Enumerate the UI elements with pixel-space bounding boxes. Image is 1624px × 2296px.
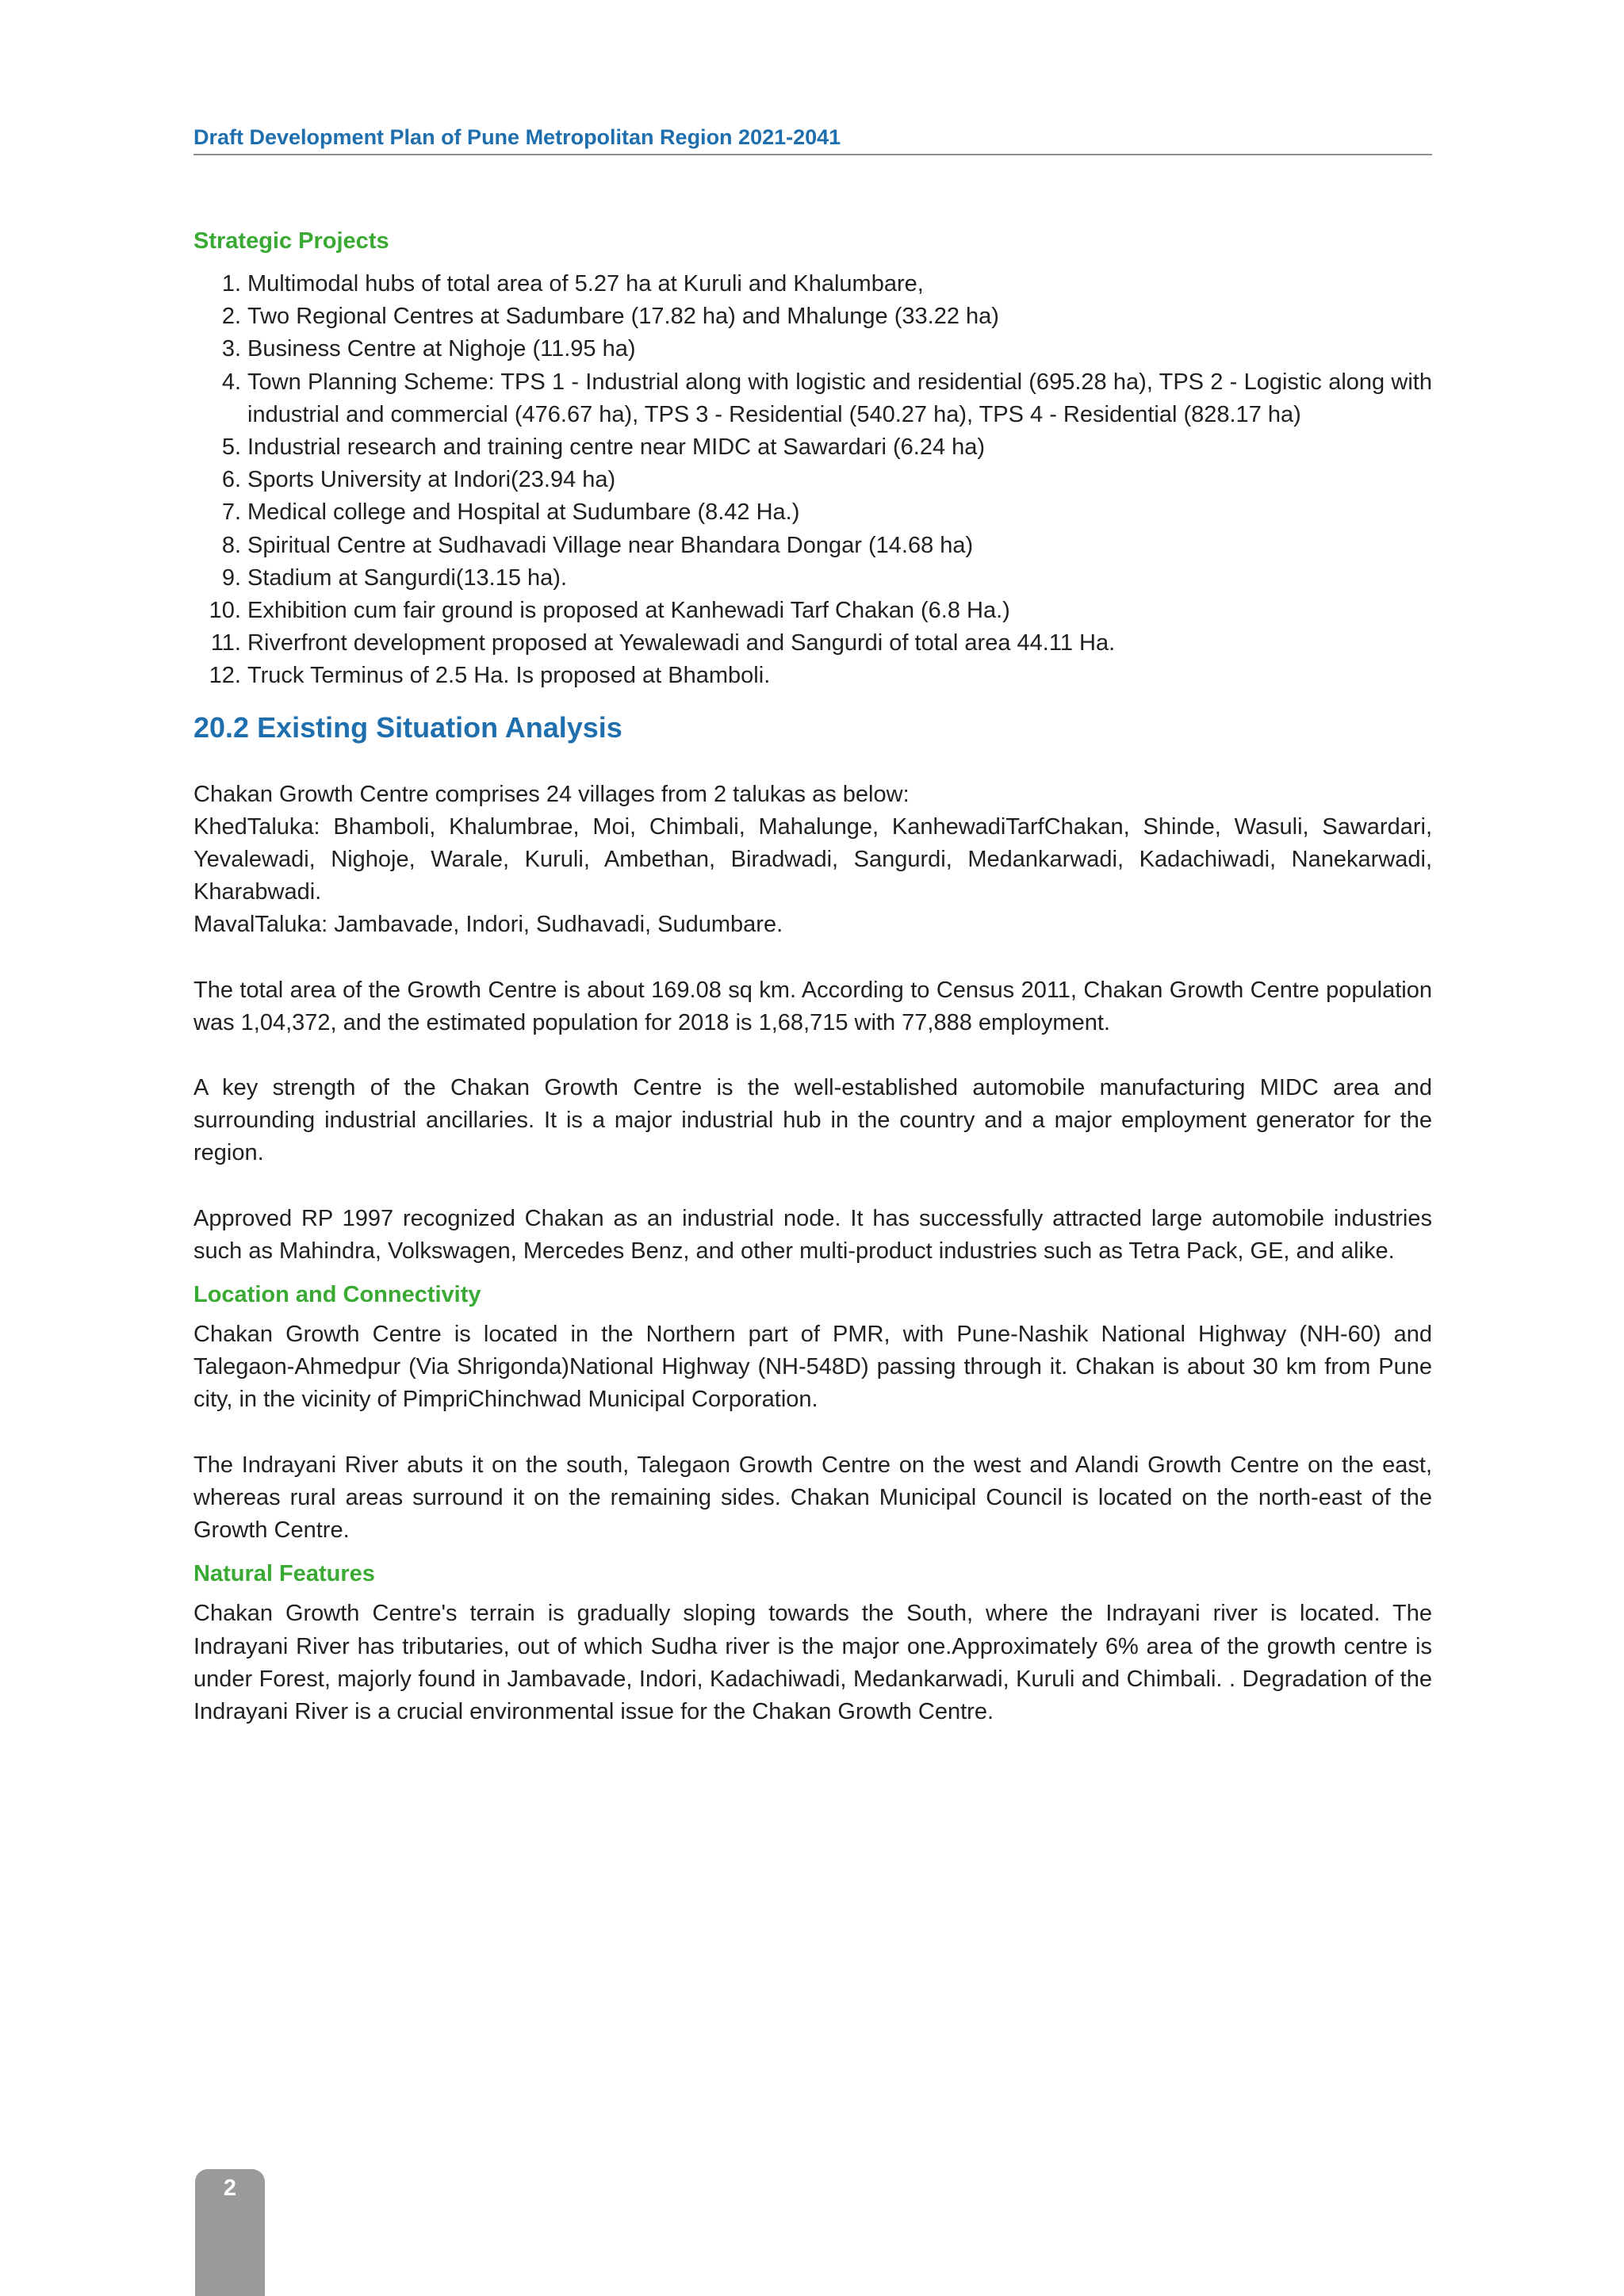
list-text: Spiritual Centre at Sudhavadi Village near Bhandara Dongar (14.68 ha) xyxy=(247,532,974,558)
list-number: 8. xyxy=(221,532,241,558)
strategic-projects-list xyxy=(193,268,1432,693)
list-text: Sports University at Indori(23.94 ha) xyxy=(247,467,616,493)
area-paragraph: The total area of the Growth Centre is about 169.08 sq km. According to Census 2011, Chakan Growth Centre population was 1,04,372, and the estimated population for 2018 is 1,68,715 with 77,888 employment. xyxy=(193,977,1432,1035)
list-number: 10. xyxy=(209,598,241,624)
list-text: Riverfront development proposed at Yewalewadi and Sangurdi of total area 44.11 Ha. xyxy=(247,630,1116,656)
list-text: Medical college and Hospital at Sudumbare (8.42 Ha.) xyxy=(247,499,800,526)
intro-line: KhedTaluka: Bhamboli, Khalumbrae, Moi, Chimbali, Mahalunge, KanhewadiTarfChakan, Shinde, Wasuli, Sawardari, Yevalewadi, Nighoje, Warale, Kuruli, Ambethan, Biradwadi, Sangurdi, Medankarwadi, Kadachiwadi, Nanekarwadi, Kharabwadi. xyxy=(193,813,1432,905)
list-number: 12. xyxy=(209,663,241,689)
list-number: 11. xyxy=(210,630,241,656)
list-text: Town Planning Scheme: TPS 1 - Industrial along with logistic and residential (695.28 ha), TPS 2 - Logistic along with industrial and commercial (476.67 ha), TPS 3 - Residential (540.27 ha), TPS 4 - Residential (828.17 ha) xyxy=(247,369,1432,427)
strength-paragraph: A key strength of the Chakan Growth Centre is the well-established automobile manufacturing MIDC area and surrounding industrial ancillaries. It is a major industrial hub in the country and a major employment generator for the region. xyxy=(193,1075,1432,1166)
list-item xyxy=(193,333,1432,365)
list-item xyxy=(193,595,1432,627)
list-item xyxy=(193,530,1432,562)
running-header xyxy=(193,124,1432,155)
list-item xyxy=(193,431,1432,464)
list-number: 5. xyxy=(221,434,241,461)
list-number: 4. xyxy=(221,369,241,395)
rp-paragraph: Approved RP 1997 recognized Chakan as an industrial node. It has successfully attracted large automobile industries such as Mahindra, Volkswagen, Mercedes Benz, and other multi-product industries such as Tetra Pack, GE, and alike. xyxy=(193,1205,1432,1264)
location-paragraph: The Indrayani River abuts it on the south, Talegaon Growth Centre on the west and Alandi Growth Centre on the east, whereas rural areas surround it on the remaining sides. Chakan Municipal Council is located on the north-east of the Growth Centre. xyxy=(193,1452,1432,1544)
list-number: 2. xyxy=(221,304,241,330)
list-number: 1. xyxy=(221,271,241,297)
intro-line: Chakan Growth Centre comprises 24 villages from 2 talukas as below: xyxy=(193,781,910,807)
list-number: 3. xyxy=(221,336,241,362)
strategic-projects-heading: Strategic Projects xyxy=(193,228,389,254)
list-text: Exhibition cum fair ground is proposed at Kanhewadi Tarf Chakan (6.8 Ha.) xyxy=(247,598,1010,624)
list-item xyxy=(193,268,1432,300)
list-text: Truck Terminus of 2.5 Ha. Is proposed at Bhamboli. xyxy=(247,663,771,689)
list-text: Two Regional Centres at Sadumbare (17.82 ha) and Mhalunge (33.22 ha) xyxy=(247,304,999,330)
natural-features-heading: Natural Features xyxy=(193,1561,375,1587)
list-item xyxy=(193,562,1432,595)
list-item xyxy=(193,627,1432,660)
section-heading: 20.2 Existing Situation Analysis xyxy=(193,710,622,744)
list-item xyxy=(193,660,1432,692)
page-content xyxy=(193,224,1432,1728)
list-item xyxy=(193,366,1432,431)
page-number: 2 xyxy=(223,2175,237,2201)
natural-features-paragraph: Chakan Growth Centre's terrain is gradually sloping towards the South, where the Indrayani river is located. The Indrayani River has tributaries, out of which Sudha river is the major one.Approximately 6% area of the growth centre is under Forest, majorly found in Jambavade, Indori, Kadachiwadi, Medankarwadi, Kuruli and Chimbali. . Degradation of the Indrayani River is a crucial environmental issue for the Chakan Growth Centre. xyxy=(193,1601,1432,1724)
list-number: 9. xyxy=(221,564,241,591)
list-item xyxy=(193,300,1432,333)
list-text: Business Centre at Nighoje (11.95 ha) xyxy=(247,336,636,362)
location-heading: Location and Connectivity xyxy=(193,1282,481,1308)
list-text: Industrial research and training centre near MIDC at Sawardari (6.24 ha) xyxy=(247,434,986,461)
list-item xyxy=(193,464,1432,496)
list-number: 7. xyxy=(221,499,241,526)
list-item xyxy=(193,496,1432,529)
intro-line: MavalTaluka: Jambavade, Indori, Sudhavadi, Sudumbare. xyxy=(193,912,783,938)
list-number: 6. xyxy=(221,467,241,493)
page-number-tab xyxy=(195,2169,265,2296)
document-title: Draft Development Plan of Pune Metropolitan Region 2021-2041 xyxy=(193,125,841,149)
list-text: Stadium at Sangurdi(13.15 ha). xyxy=(247,564,568,591)
list-text: Multimodal hubs of total area of 5.27 ha at Kuruli and Khalumbare, xyxy=(247,271,924,297)
location-paragraph: Chakan Growth Centre is located in the Northern part of PMR, with Pune-Nashik National Highway (NH-60) and Talegaon-Ahmedpur (Via Shrigonda)National Highway (NH-548D) passing through it. Chakan is about 30 km from Pune city, in the vicinity of PimpriChinchwad Municipal Corporation. xyxy=(193,1322,1432,1413)
